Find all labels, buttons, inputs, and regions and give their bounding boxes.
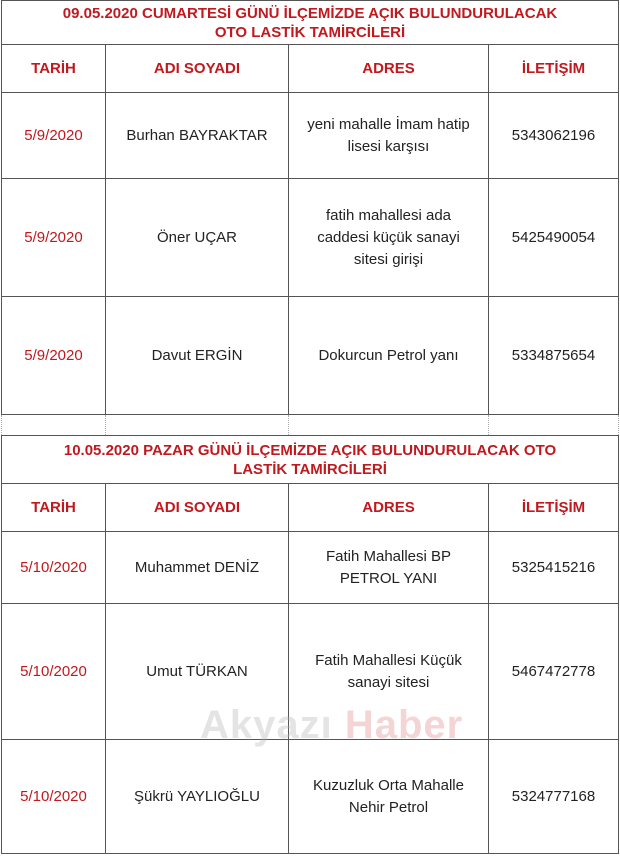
row-name: Öner UÇAR — [106, 179, 289, 297]
row-address — [289, 740, 489, 854]
row-name: Davut ERGİN — [106, 297, 289, 415]
address-line: PETROL YANI — [339, 569, 438, 587]
divider-cell — [2, 415, 106, 436]
row-date: 5/9/2020 — [2, 93, 106, 179]
section2-title-line1: 10.05.2020 PAZAR GÜNÜ İLÇEMİZDE AÇIK BULUNDURULACAK OTO — [63, 441, 557, 459]
section2-title-line2: LASTİK TAMİRCİLERİ — [233, 460, 387, 478]
row-address — [289, 93, 489, 179]
table-row — [2, 740, 619, 854]
header-address: ADRES — [289, 484, 489, 532]
row-date: 5/10/2020 — [2, 740, 106, 854]
row-date: 5/9/2020 — [2, 297, 106, 415]
row-phone: 5324777168 — [489, 740, 619, 854]
table-row — [2, 532, 619, 604]
address-line: lisesi karşısı — [347, 137, 430, 155]
row-name: Muhammet DENİZ — [106, 532, 289, 604]
row-name: Umut TÜRKAN — [106, 604, 289, 740]
watermark-part2: Haber — [332, 703, 464, 747]
address-line: sanayi sitesi — [347, 673, 430, 691]
row-address: Dokurcun Petrol yanı — [289, 297, 489, 415]
header-address: ADRES — [289, 45, 489, 93]
section2-title-row — [2, 436, 619, 484]
row-address — [289, 532, 489, 604]
row-name: Şükrü YAYLIOĞLU — [106, 740, 289, 854]
header-contact: İLETİŞİM — [489, 484, 619, 532]
table-row — [2, 604, 619, 740]
address-line: yeni mahalle İmam hatip — [307, 115, 470, 133]
section2-header-row — [2, 484, 619, 532]
row-phone: 5467472778 — [489, 604, 619, 740]
address-line: Nehir Petrol — [348, 798, 429, 816]
section1-title-row — [2, 1, 619, 45]
row-phone: 5343062196 — [489, 93, 619, 179]
section1-header-row — [2, 45, 619, 93]
address-line: fatih mahallesi ada — [325, 206, 452, 224]
watermark-part1: Akyazı — [200, 703, 333, 747]
row-date: 5/10/2020 — [2, 532, 106, 604]
address-line: Fatih Mahallesi Küçük — [315, 651, 462, 669]
table-row — [2, 93, 619, 179]
schedule-table — [1, 0, 619, 854]
row-phone: 5425490054 — [489, 179, 619, 297]
row-phone: 5334875654 — [489, 297, 619, 415]
header-name: ADI SOYADI — [106, 484, 289, 532]
address-line: Fatih Mahallesi BP — [325, 547, 452, 565]
table-row — [2, 179, 619, 297]
divider-cell — [289, 415, 489, 436]
address-line: caddesi küçük sanayi — [317, 228, 460, 246]
table-row — [2, 297, 619, 415]
header-contact: İLETİŞİM — [489, 45, 619, 93]
section1-title-line2: OTO LASTİK TAMİRCİLERİ — [214, 23, 406, 41]
header-name: ADI SOYADI — [106, 45, 289, 93]
row-address — [289, 604, 489, 740]
header-date: TARİH — [2, 484, 106, 532]
address-line: sitesi girişi — [353, 250, 424, 268]
row-name: Burhan BAYRAKTAR — [106, 93, 289, 179]
section-divider — [2, 415, 619, 436]
divider-cell — [489, 415, 619, 436]
section2-title — [2, 436, 619, 484]
section1-title — [2, 1, 619, 45]
row-address — [289, 179, 489, 297]
row-date: 5/9/2020 — [2, 179, 106, 297]
header-date: TARİH — [2, 45, 106, 93]
address-line: Kuzuzluk Orta Mahalle — [313, 776, 464, 794]
divider-cell — [106, 415, 289, 436]
row-date: 5/10/2020 — [2, 604, 106, 740]
row-phone: 5325415216 — [489, 532, 619, 604]
section1-title-line1: 09.05.2020 CUMARTESİ GÜNÜ İLÇEMİZDE AÇIK BULUNDURULACAK — [62, 4, 558, 22]
